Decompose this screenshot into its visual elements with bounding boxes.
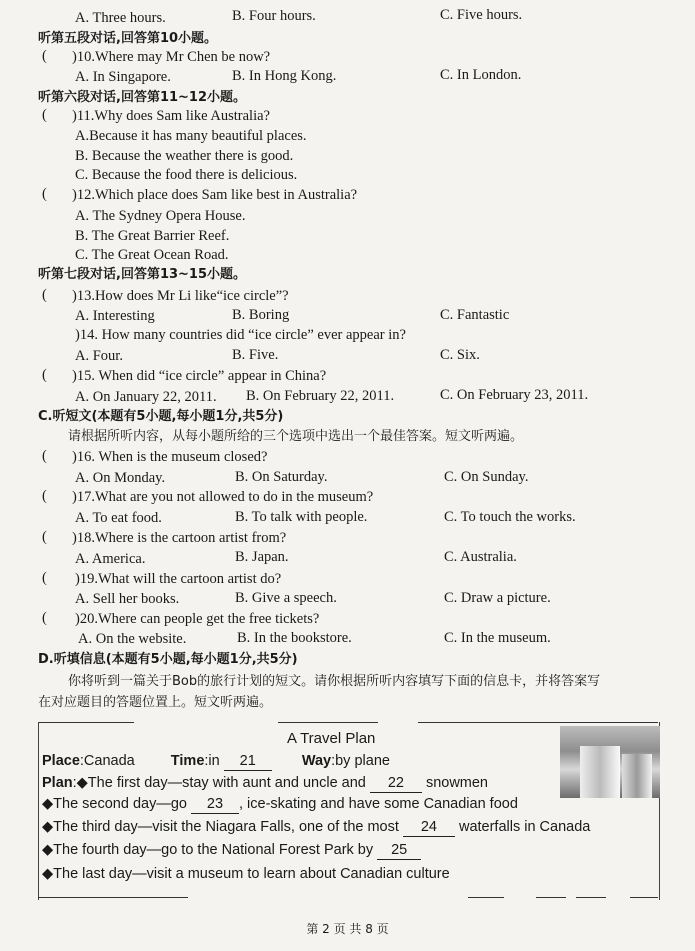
- q16-option-a[interactable]: A. On Monday.: [75, 470, 166, 486]
- q18-answer-paren[interactable]: (: [42, 529, 47, 545]
- card-row-day2: [42, 795, 518, 814]
- day1-text: :◆The first day—stay with aunt and uncle and: [72, 775, 366, 791]
- q13-option-c[interactable]: C. Fantastic: [440, 307, 510, 323]
- blank-25[interactable]: 25: [377, 841, 421, 860]
- q16-answer-paren[interactable]: (: [42, 448, 47, 464]
- q18-option-c[interactable]: C. Australia.: [444, 549, 517, 565]
- day3-text: ◆The third day—visit the Niagara Falls, one of the most: [42, 819, 399, 835]
- q10-option-b[interactable]: B. In Hong Kong.: [232, 68, 337, 84]
- section-d-instructions-1: 你将听到一篇关于Bob的旅行计划的短文。请你根据所听内容填写下面的信息卡，并将答案写: [68, 674, 601, 689]
- q12-option-b[interactable]: B. The Great Barrier Reef.: [75, 228, 230, 244]
- q12-option-a[interactable]: A. The Sydney Opera House.: [75, 208, 246, 224]
- card-bottom-rule-left: [38, 897, 188, 898]
- way-value: :by plane: [331, 753, 390, 769]
- q13-answer-paren[interactable]: (: [42, 287, 47, 303]
- day4-text: ◆The fourth day—go to the National Forest Park by: [42, 842, 374, 858]
- blank-23[interactable]: 23: [191, 795, 239, 814]
- q11-option-c[interactable]: C. Because the food there is delicious.: [75, 167, 298, 183]
- day5-text: ◆The last day—visit a museum to learn about Canadian culture: [42, 866, 450, 882]
- blank-22[interactable]: 22: [370, 774, 422, 793]
- q20-option-c[interactable]: C. In the museum.: [444, 630, 551, 646]
- place-label: Place: [42, 753, 80, 769]
- q9-option-b[interactable]: B. Four hours.: [232, 8, 316, 24]
- blank-21[interactable]: 21: [224, 752, 272, 771]
- section-6-header: 听第六段对话,回答第11~12小题。: [38, 90, 247, 105]
- q20-answer-paren[interactable]: (: [42, 610, 47, 626]
- q12-option-c[interactable]: C. The Great Ocean Road.: [75, 247, 229, 263]
- plan-label: Plan: [42, 775, 73, 791]
- q14-option-b[interactable]: B. Five.: [232, 347, 279, 363]
- time-prefix: :in: [204, 753, 220, 769]
- section-c-instructions: 请根据所听内容，从每小题所给的三个选项中选出一个最佳答案。短文听两遍。: [68, 429, 524, 444]
- card-row-day5: [42, 865, 450, 883]
- place-value: :Canada: [79, 753, 135, 769]
- q15-answer-paren[interactable]: (: [42, 367, 47, 383]
- day2-text: ◆The second day—go: [42, 796, 187, 812]
- card-row-day1: [42, 774, 488, 793]
- q18-option-a[interactable]: A. America.: [75, 551, 146, 567]
- way-label: Way: [301, 753, 332, 769]
- q19-option-b[interactable]: B. Give a speech.: [235, 590, 337, 606]
- q12-stem: )12.Which place does Sam like best in Australia?: [72, 187, 358, 203]
- q9-option-a[interactable]: A. Three hours.: [75, 10, 166, 26]
- q15-option-c[interactable]: C. On February 23, 2011.: [440, 387, 589, 403]
- card-bottom-dash-2: [536, 897, 566, 898]
- q17-option-a[interactable]: A. To eat food.: [75, 510, 162, 526]
- q20-option-b[interactable]: B. In the bookstore.: [237, 630, 352, 646]
- q15-stem: )15. When did “ice circle” appear in China?: [72, 368, 327, 384]
- q17-option-c[interactable]: C. To touch the works.: [444, 509, 576, 525]
- q10-answer-paren[interactable]: (: [42, 48, 47, 64]
- q9-option-c[interactable]: C. Five hours.: [440, 7, 523, 23]
- q12-answer-paren[interactable]: (: [42, 186, 47, 202]
- section-d-instructions-2: 在对应题目的答题位置上。短文听两遍。: [38, 695, 273, 710]
- q17-option-b[interactable]: B. To talk with people.: [235, 509, 368, 525]
- card-bottom-dash-4: [630, 897, 658, 898]
- q11-option-a[interactable]: A.Because it has many beautiful places.: [75, 128, 307, 144]
- q20-option-a[interactable]: A. On the website.: [78, 631, 187, 647]
- q18-stem: )18.Where is the cartoon artist from?: [72, 530, 287, 546]
- time-label: Time: [170, 753, 205, 769]
- section-5-header: 听第五段对话,回答第10小题。: [38, 31, 218, 46]
- q10-option-a[interactable]: A. In Singapore.: [75, 69, 171, 85]
- q17-answer-paren[interactable]: (: [42, 488, 47, 504]
- card-bottom-dash-1: [468, 897, 504, 898]
- q13-option-a[interactable]: A. Interesting: [75, 308, 155, 324]
- day3-text-end: waterfalls in Canada: [458, 819, 591, 835]
- q19-option-c[interactable]: C. Draw a picture.: [444, 590, 551, 606]
- day1-text-end: snowmen: [425, 775, 488, 791]
- card-bottom-dash-3: [576, 897, 606, 898]
- q17-stem: )17.What are you not allowed to do in the museum?: [72, 489, 374, 505]
- q11-answer-paren[interactable]: (: [42, 107, 47, 123]
- section-d-header: D.听填信息(本题有5小题,每小题1分,共5分): [38, 652, 298, 667]
- q16-stem: )16. When is the museum closed?: [72, 449, 268, 465]
- q10-option-c[interactable]: C. In London.: [440, 67, 522, 83]
- waterfall-photo: [560, 726, 660, 798]
- section-7-header: 听第七段对话,回答第13~15小题。: [38, 267, 247, 282]
- q19-stem: )19.What will the cartoon artist do?: [75, 571, 282, 587]
- card-title: A Travel Plan: [287, 730, 376, 747]
- q19-option-a[interactable]: A. Sell her books.: [75, 591, 180, 607]
- page-number-footer: 第 2 页 共 8 页: [306, 922, 389, 936]
- q11-option-b[interactable]: B. Because the weather there is good.: [75, 148, 294, 164]
- card-row-day3: [42, 818, 590, 837]
- q14-stem: )14. How many countries did “ice circle” ever appear in?: [75, 327, 406, 343]
- q18-option-b[interactable]: B. Japan.: [235, 549, 289, 565]
- blank-24[interactable]: 24: [403, 818, 455, 837]
- q13-stem: )13.How does Mr Li like“ice circle”?: [72, 288, 289, 304]
- q16-option-b[interactable]: B. On Saturday.: [235, 469, 328, 485]
- card-row-place-time-way: [42, 752, 390, 771]
- q14-option-c[interactable]: C. Six.: [440, 347, 480, 363]
- q19-answer-paren[interactable]: (: [42, 570, 47, 586]
- q20-stem: )20.Where can people get the free tickets?: [75, 611, 320, 627]
- q13-option-b[interactable]: B. Boring: [232, 307, 290, 323]
- q15-option-a[interactable]: A. On January 22, 2011.: [75, 389, 217, 405]
- q15-option-b[interactable]: B. On February 22, 2011.: [246, 388, 395, 404]
- q11-stem: )11.Why does Sam like Australia?: [72, 108, 270, 124]
- day2-text-end: , ice-skating and have some Canadian food: [239, 796, 518, 812]
- section-c-header: C.听短文(本题有5小题,每小题1分,共5分): [38, 409, 284, 424]
- q16-option-c[interactable]: C. On Sunday.: [444, 469, 529, 485]
- q10-stem: )10.Where may Mr Chen be now?: [72, 49, 271, 65]
- card-row-day4: [42, 841, 421, 860]
- q14-option-a[interactable]: A. Four.: [75, 348, 123, 364]
